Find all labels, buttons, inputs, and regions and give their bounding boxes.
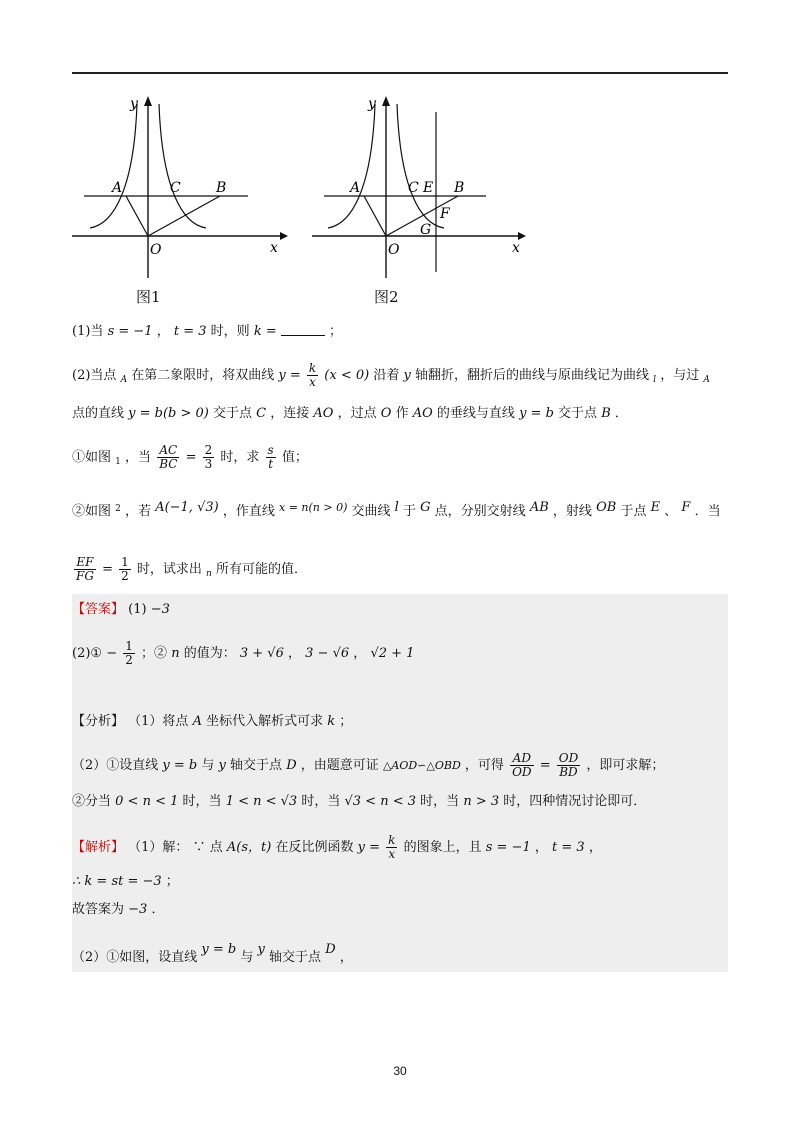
fraction: [266, 444, 276, 471]
text: ，连接: [270, 406, 310, 421]
math: n: [206, 569, 212, 579]
fig2-curve-left: [328, 104, 375, 228]
text: =: [102, 562, 113, 577]
text: ．当: [694, 504, 721, 519]
because-symbol: ∵: [192, 840, 206, 855]
text: 与: [240, 950, 254, 965]
fig1-label-y: y: [130, 96, 138, 112]
math: D: [286, 758, 297, 773]
fraction: [386, 834, 397, 861]
solution-line-4: [72, 940, 353, 968]
text: 点的直线: [72, 406, 125, 421]
problem-part-2-line-2: [72, 404, 628, 424]
text: (2)①: [72, 646, 103, 661]
text: 、: [664, 504, 678, 519]
text: ②分当: [72, 794, 112, 809]
math: y = b(b > 0): [128, 406, 209, 421]
text: ，若: [125, 504, 152, 519]
text: 值；: [281, 450, 308, 465]
text: −: [106, 646, 118, 661]
text: 时，当: [420, 794, 460, 809]
math: A(s，t): [226, 840, 272, 855]
text: 在第二象限时，将双曲线: [131, 368, 275, 383]
fig1-label-c: C: [170, 180, 181, 196]
fig1-label-x: x: [270, 240, 278, 256]
header-rule: [72, 72, 728, 74]
analysis-line-1: [72, 712, 352, 732]
text: ，: [288, 646, 302, 661]
text: ，: [353, 646, 367, 661]
math: △AOD∽△OBD: [382, 759, 461, 772]
math: k =: [253, 324, 277, 339]
solution-line-2: [72, 872, 179, 892]
fraction: [557, 752, 580, 779]
text: =: [539, 758, 551, 773]
text: 1: [115, 457, 121, 467]
math: AO: [313, 406, 334, 421]
text: ，: [339, 950, 353, 965]
text: ，即可求解；: [586, 758, 665, 773]
denominator: 2: [125, 653, 133, 667]
figure-1-graph: [70, 88, 290, 280]
text: ；: [329, 324, 343, 339]
math: √2 + 1: [370, 646, 415, 661]
text: 时，当: [301, 794, 341, 809]
figure-2-caption: 图2: [374, 288, 399, 306]
text: ，过点: [337, 406, 377, 421]
text: 在反比例函数: [275, 840, 354, 855]
math: −3: [128, 902, 148, 917]
math: n > 3: [463, 794, 500, 809]
text: （1）解：: [128, 840, 189, 855]
text: ，: [588, 840, 602, 855]
text: 2: [115, 504, 121, 514]
math: y: [218, 758, 226, 773]
fraction: [510, 752, 533, 779]
text: 时，四种情况讨论即可．: [503, 794, 647, 809]
fig2-segment-ao: [364, 196, 386, 236]
fig1-y-arrow-icon: [144, 96, 152, 106]
text: 点，分别交射线: [434, 504, 526, 519]
text: 所有可能的值．: [215, 562, 307, 577]
text: ；: [165, 874, 179, 889]
denominator: BC: [159, 457, 178, 471]
fig1-label-b: B: [216, 180, 227, 196]
text: 故答案为: [72, 902, 125, 917]
math: y = b: [201, 942, 237, 957]
math: y: [257, 942, 265, 957]
denominator: FG: [76, 569, 94, 583]
fig1-x-arrow-icon: [280, 232, 288, 240]
math: A(−1, √3): [155, 500, 219, 515]
numerator: AD: [510, 752, 533, 766]
text: 点: [209, 840, 223, 855]
fig1-segment-ao: [126, 196, 148, 236]
text: ；: [339, 714, 353, 729]
problem-question-2: [72, 498, 721, 522]
math: 3 − √6: [305, 646, 350, 661]
text: 轴交于点: [230, 758, 283, 773]
numerator: OD: [558, 751, 579, 765]
math: √3 < n < 3: [344, 794, 417, 809]
math: x = n(n > 0): [279, 501, 348, 514]
text: （2）①如图，设直线: [72, 950, 198, 965]
fig2-y-arrow-icon: [382, 96, 390, 106]
problem-part-2-line-1: [72, 362, 710, 390]
math: (x < 0): [324, 368, 370, 383]
numerator: k: [308, 361, 317, 375]
math: B: [601, 406, 611, 421]
math: A: [703, 375, 710, 385]
fraction: [123, 640, 135, 667]
math: y: [403, 368, 411, 383]
numerator: 1: [121, 555, 129, 569]
text: 轴翻折，翻折后的曲线与原曲线记为曲线: [415, 368, 650, 383]
text: 交曲线: [351, 504, 391, 519]
numerator: EF: [74, 556, 96, 570]
problem-question-2-condition: [72, 556, 307, 584]
text: 交于点: [213, 406, 253, 421]
answer-line-2: [72, 640, 414, 667]
text: 交于点: [558, 406, 598, 421]
numerator: AC: [157, 444, 179, 458]
math: n: [171, 646, 180, 661]
fig2-label-g: G: [420, 222, 432, 238]
numerator: s: [267, 443, 274, 457]
math: ∴ k = st = −3: [72, 874, 162, 889]
math: t = 3: [173, 324, 207, 339]
text: 于点: [620, 504, 647, 519]
text: 坐标代入解析式可求: [206, 714, 324, 729]
analysis-line-2: [72, 752, 664, 779]
math: F: [681, 500, 691, 515]
text: ，当: [125, 450, 152, 465]
math: 1 < n < √3: [225, 794, 298, 809]
text: 作: [395, 406, 409, 421]
fig2-label-a: A: [350, 180, 361, 196]
fig2-label-o: O: [388, 242, 400, 258]
fig2-label-f: F: [440, 206, 450, 222]
denominator: x: [309, 375, 316, 389]
text: （1）将点: [128, 714, 189, 729]
math: OB: [596, 500, 617, 515]
text: ；②: [141, 646, 168, 661]
text: ，由题意可证: [300, 758, 379, 773]
math: 0 < n < 1: [115, 794, 179, 809]
math: E: [650, 500, 661, 515]
text: ，可得: [464, 758, 504, 773]
denominator: OD: [512, 765, 532, 779]
solution-tag: 【解析】: [72, 840, 125, 855]
answer-tag: 【答案】: [72, 602, 125, 617]
text: 沿着: [373, 368, 400, 383]
math: 3 + √6: [239, 646, 284, 661]
solution-line-3: [72, 900, 164, 920]
denominator: 3: [204, 457, 213, 471]
fig2-label-c: C: [408, 180, 419, 196]
text: (2)当点: [72, 368, 117, 383]
fraction: [119, 556, 131, 583]
fig1-curve-left: [90, 104, 137, 228]
math: s = −1: [107, 324, 153, 339]
text: ，: [534, 840, 548, 855]
fig1-segment-ob: [148, 196, 220, 236]
figure-2-graph: [310, 88, 530, 280]
denominator: t: [268, 457, 274, 471]
math: G: [420, 500, 431, 515]
math: O: [380, 406, 392, 421]
math: D: [325, 942, 336, 957]
text: 时，当: [182, 794, 222, 809]
math: A: [120, 375, 128, 385]
fig2-label-y: y: [368, 96, 376, 112]
fraction: [203, 444, 215, 471]
text: 时，则: [210, 324, 250, 339]
text: 于: [402, 504, 416, 519]
denominator: 2: [121, 569, 129, 583]
math: −3: [150, 602, 170, 617]
fig2-label-e: E: [423, 180, 434, 196]
fig2-label-x: x: [512, 240, 520, 256]
text: 时，试求出: [136, 562, 202, 577]
text: 的垂线与直线: [436, 406, 515, 421]
solution-line-1: [72, 834, 602, 861]
text: （2）①设直线: [72, 758, 159, 773]
fig1-curve-right: [159, 104, 206, 228]
figure-1-caption: 图1: [136, 288, 161, 306]
analysis-line-3: [72, 792, 646, 812]
analysis-tag: 【分析】: [72, 714, 125, 729]
problem-question-1: [72, 444, 308, 472]
text: ②如图: [72, 504, 112, 519]
fraction: [307, 362, 318, 389]
math: A: [192, 714, 202, 729]
page-number: 30: [393, 1064, 407, 1078]
text: 与: [201, 758, 215, 773]
text: =: [185, 450, 197, 465]
fraction: [74, 556, 96, 583]
text: 时，求: [220, 450, 260, 465]
math: AB: [529, 500, 549, 515]
problem-part-1: [72, 322, 342, 342]
fraction: [157, 444, 179, 471]
math: s = −1: [485, 840, 531, 855]
denominator: x: [388, 847, 396, 861]
fig2-x-arrow-icon: [518, 232, 526, 240]
fig2-curve-right: [397, 104, 444, 228]
text: 的图象上，且: [403, 840, 482, 855]
math: y =: [278, 368, 301, 383]
math: C: [256, 406, 267, 421]
denominator: BD: [559, 765, 578, 779]
numerator: 2: [204, 443, 213, 457]
math: k: [327, 714, 336, 729]
text: (1): [128, 602, 147, 617]
text: ．: [614, 406, 628, 421]
fig1-label-o: O: [150, 242, 162, 258]
math: l: [394, 500, 399, 515]
fig1-label-a: A: [112, 180, 123, 196]
math: l: [653, 375, 657, 385]
text: ，与过: [660, 368, 700, 383]
text: (1)当: [72, 324, 104, 339]
text: 轴交于点: [269, 950, 322, 965]
answer-blank: [281, 323, 325, 336]
text: ，射线: [552, 504, 592, 519]
answer-line-1: [72, 600, 170, 620]
text: ，: [156, 324, 170, 339]
math: y =: [357, 840, 380, 855]
math: y = b: [162, 758, 198, 773]
numerator: 1: [125, 639, 133, 653]
text: 的值为：: [183, 646, 236, 661]
numerator: k: [388, 833, 396, 847]
text: ①如图: [72, 450, 112, 465]
math: AO: [412, 406, 433, 421]
math: t = 3: [552, 840, 585, 855]
text: ．: [151, 902, 165, 917]
math: y = b: [519, 406, 554, 421]
text: ，作直线: [222, 504, 275, 519]
fig2-label-b: B: [454, 180, 465, 196]
